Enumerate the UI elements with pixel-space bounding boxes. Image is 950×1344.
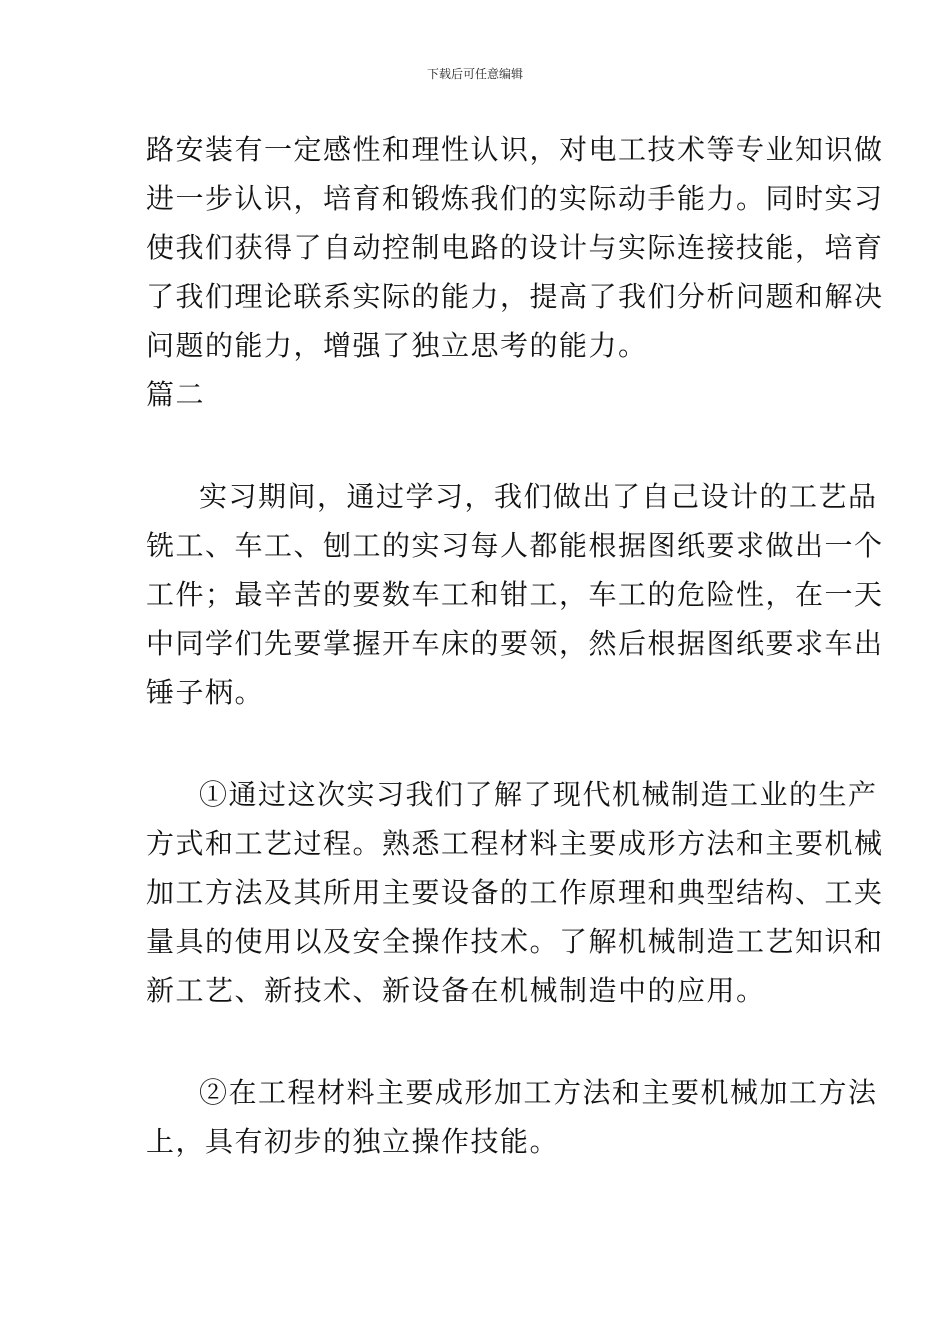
- text-line: ②在工程材料主要成形加工方法和主要机械加工方法: [199, 1076, 878, 1109]
- text-line: 中同学们先要掌握开车床的要领，然后根据图纸要求车出: [146, 627, 884, 660]
- text-line: ①通过这次实习我们了解了现代机械制造工业的生产: [199, 778, 878, 811]
- text-line: 铣工、车工、刨工的实习每人都能根据图纸要求做出一个: [146, 529, 884, 562]
- text-line: 进一步认识，培育和锻炼我们的实际动手能力。同时实习: [146, 182, 884, 215]
- text-line: 加工方法及其所用主要设备的工作原理和典型结构、工夹: [146, 876, 884, 909]
- page-header: 下载后可任意编辑: [426, 67, 523, 81]
- text-line: 锤子柄。: [146, 676, 265, 709]
- text-line: 上，具有初步的独立操作技能。: [146, 1125, 560, 1158]
- text-line: 问题的能力，增强了独立思考的能力。: [146, 329, 648, 362]
- text-line: 路安装有一定感性和理性认识，对电工技术等专业知识做: [146, 133, 884, 166]
- text-line: 量具的使用以及安全操作技术。了解机械制造工艺知识和: [146, 925, 884, 958]
- text-line: 使我们获得了自动控制电路的设计与实际连接技能，培育: [146, 231, 884, 264]
- section-title: 篇二: [146, 378, 206, 411]
- text-line: 新工艺、新技术、新设备在机械制造中的应用。: [146, 974, 766, 1007]
- text-line: 实习期间，通过学习，我们做出了自己设计的工艺品: [199, 480, 878, 513]
- text-line: 工件；最辛苦的要数车工和钳工，车工的危险性，在一天: [146, 578, 884, 611]
- text-line: 了我们理论联系实际的能力，提高了我们分析问题和解决: [146, 280, 884, 313]
- text-line: 方式和工艺过程。熟悉工程材料主要成形方法和主要机械: [146, 827, 884, 860]
